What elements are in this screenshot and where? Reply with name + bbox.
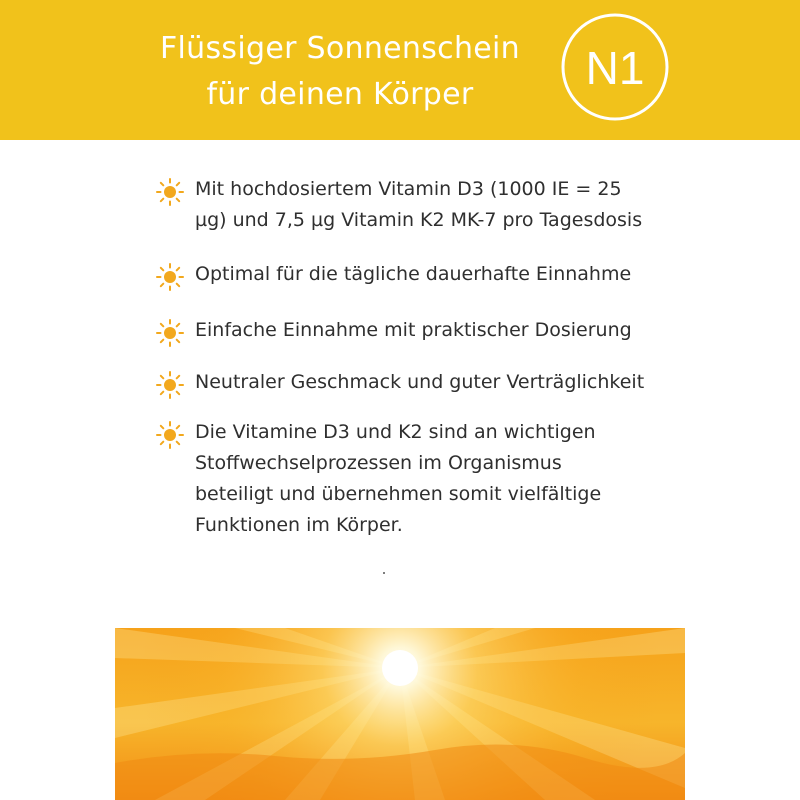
feature-text-line: Einfache Einnahme mit praktischer Dosierung	[195, 319, 632, 341]
feature-text-line: Stoffwechselprozessen im Organismus	[195, 452, 562, 474]
feature-item-vitamin-dosage	[155, 174, 715, 236]
feature-text-line: Die Vitamine D3 und K2 sind an wichtigen	[195, 421, 596, 443]
feature-text-line: Mit hochdosiertem Vitamin D3 (1000 IE = 25	[195, 178, 622, 200]
banner-title-line-2: für deinen Körper	[206, 77, 474, 112]
n1-logo	[560, 12, 670, 122]
feature-text-line: µg) und 7,5 µg Vitamin K2 MK-7 pro Tagesdosis	[195, 209, 643, 231]
sun-icon	[155, 370, 185, 400]
feature-item-daily-intake	[155, 259, 715, 290]
feature-text-line: Neutraler Geschmack und guter Verträglichkeit	[195, 371, 645, 393]
logo-text: N1	[585, 42, 645, 94]
sun-icon	[155, 420, 185, 450]
header-banner	[0, 0, 800, 140]
feature-text-line: Funktionen im Körper.	[195, 514, 403, 536]
feature-text-line: Optimal für die tägliche dauerhafte Einnahme	[195, 263, 632, 285]
feature-item-easy-intake	[155, 315, 715, 346]
feature-text-line: beteiligt und übernehmen somit vielfältige	[195, 483, 602, 505]
stray-dot	[383, 572, 385, 574]
banner-title-line-1: Flüssiger Sonnenschein	[159, 31, 520, 66]
feature-list	[155, 174, 715, 541]
feature-item-metabolism	[155, 417, 715, 541]
sun-icon	[155, 318, 185, 348]
sun-icon	[155, 177, 185, 207]
sunburst-image	[115, 628, 685, 800]
banner-title	[120, 26, 560, 118]
feature-item-taste	[155, 367, 715, 398]
sun-icon	[155, 262, 185, 292]
